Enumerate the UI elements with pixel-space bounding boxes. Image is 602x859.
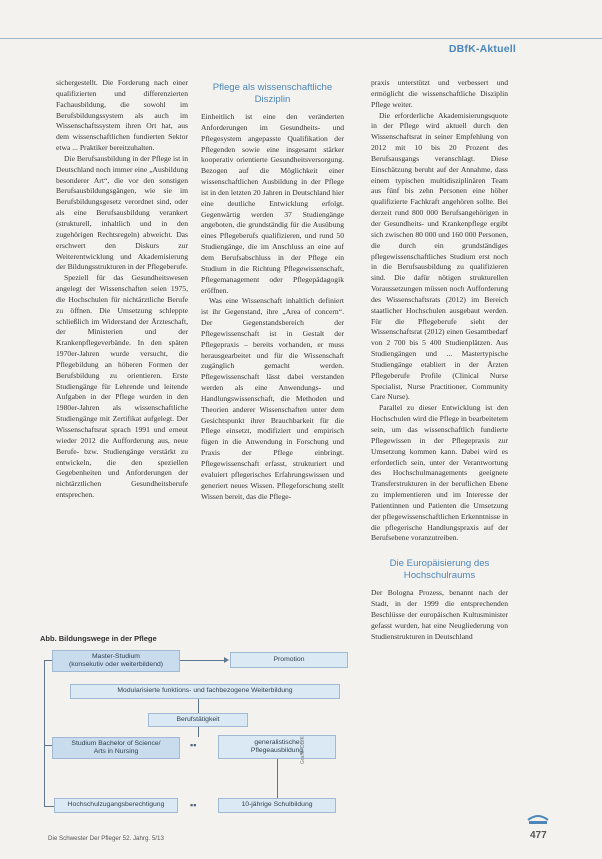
employment-box (148, 713, 248, 727)
section-heading: Die Europäisierung des Hochschulraums (389, 558, 490, 582)
box-label: Master-Studium (92, 652, 140, 660)
link-dots-icon: ▪▪ (190, 740, 197, 750)
box-label: Berufstätigkeit (176, 715, 220, 723)
page-number: 477 (530, 830, 547, 841)
figure-caption: Abb. Bildungswege in der Pflege (40, 634, 157, 643)
arrow-icon (224, 657, 229, 663)
paragraph: Parallel zu dieser Entwicklung ist den Hochschulen wird die Pflege in bearbeitetem sein, um das wissenschaftlich fundierte Pflegewissen in der Pflegepraxis zur Umsetzung kommen kann. Dabei wird es erforderlich sein, unter der Verantwortung des Hochschulmanagements geeignete Transferstrukturen in der beruflichen Ebene zu implementieren und im Interesse der Patientinnen und Patienten die Umsetzung der pflegewissenschaftlichen Erkenntnisse in die pflegerische Handlungspraxis auf der Berufsebene voranzutreiben. (371, 403, 508, 543)
box-label: 10-jährige Schulbildung (241, 801, 313, 809)
box-label: Hochschulzugangsberechtigung (67, 801, 165, 809)
box-label: Studium Bachelor of Science/ (71, 739, 161, 747)
left-connector (44, 660, 45, 806)
box-sublabel: (konsekutiv oder weiterbildend) (68, 661, 164, 668)
connector (44, 806, 54, 807)
connector (180, 660, 224, 661)
text-column-3 (371, 78, 508, 643)
text-column-1 (56, 78, 188, 501)
box-label: generalistische (254, 738, 300, 746)
link-dots-icon: ▪▪ (190, 800, 197, 810)
box-sublabel: Pflegeausbildung (250, 747, 304, 754)
dbfk-logo-icon (526, 810, 550, 826)
section-label: DBfK-Aktuell (448, 43, 516, 55)
box-label: Modularisierte funktions- und fachbezogene Weiterbildung (117, 687, 293, 695)
journal-footer: Die Schwester Der Pfleger 52. Jahrg. 5/13 (48, 835, 164, 842)
university-entrance-box (54, 798, 178, 813)
generalist-training-box (218, 735, 336, 759)
connector (198, 727, 199, 737)
connector (277, 759, 278, 798)
box-label: Promotion (273, 655, 305, 663)
paragraph: Der Bologna Prozess, benannt nach der Stadt, in der 1999 die entsprechenden Beschlüsse der europäischen Kultusminister gefasst wurden, hat eine Neugliederung von Studienstrukturen in Deutschland (371, 588, 508, 641)
connector (44, 745, 52, 746)
paragraph: praxis unterstützt und verbessert und ermöglicht die wissenschaftliche Disziplin Pflege weiter. (371, 78, 508, 109)
paragraph: Einheitlich ist eine den veränderten Anforderungen im Gesundheits- und Pflegesystem angepasste Qualifikation der Pflegenden sowie eine insgesamt stärker kooperativ orientierte Gesundheitsversorgung. Bezogen auf die Möglichkeit einer wissenschaftlichen Ausbildung in der Pflege ist in den letzten 20 Jahren in Deutschland hier eine deutliche Entwicklung erfolgt. Gegenwärtig werden 37 Studiengänge angeboten, die grundständig für die Ausübung eines Pflegeberufs qualifizieren, und rund 50 Studiengänge, die im Anschluss an eine auf dem Berufsabschluss in der Pflege ein Studium in die Richtung Pflegewissenschaft, Pflegemanagement oder Pflegepädagogik eröffnen. (201, 112, 344, 295)
school-education-box (218, 798, 336, 813)
figure-credit: Grafik: DBfK (300, 736, 306, 764)
text-column-2 (201, 82, 344, 502)
master-study-box (52, 650, 180, 672)
connector (44, 660, 52, 661)
paragraph: Speziell für das Gesundheitswesen angelegt der Wissenschaften seien 1975, die Hochschulen für nichtärztliche Berufe zu öffnen. Die Umsetzung schleppte schließlich im Widerstand der Ärzteschaft, der Ministerien und der Krankenpflegeverbände. In den späten 1970er-Jahren wurde versucht, die Pflegebildung an höheren Formen der Berufsbildung zu orientieren. Erste Studiengänge für Lehrende und leitende Aufgaben in der Pflege wurden in den 1980er-Jahren als wissenschaftliche Studiengänge mit Zertifikat aufgelegt. Der Wissenschaftsrat sprach 1991 und erneut wieder 2012 die Aufforderung aus, neue Berufe- bzw. Studiengänge verstärkt zu entwickeln, die den speziellen Gegebenheiten und Anforderungen der nichtärztlichen Gesundheitsberufe entsprechen. (56, 273, 188, 500)
education-pathways-figure (40, 634, 352, 824)
box-sublabel: Arts in Nursing (93, 748, 139, 755)
bachelor-study-box (52, 737, 180, 759)
paragraph: Die erforderliche Akademisierungsquote in der Pflege wird aktuell durch den Wissenschaftsrat in seiner Empfehlung von 2012 mit 10 bis 20 Prozent des Berufsausgangs veranschlagt. Diese Einschätzung beruht auf der Annahme, dass einem typischen multidisziplinären Team aus fünf bis zehn Personen eine höher qualifizierte Fachkraft angehören sollte. Bei derzeit rund 800 000 Berufsangehörigen in der Gesundheits- und Krankenpflege ergibt sich zwischen 80 000 und 160 000 Personen, die durch ein grundständiges pflegewissenschaftliches Studium erst noch in die Berufsausbildung zu qualifizieren sind. Die dafür nötigen strukturellen Voraussetzungen müssen noch Aufforderung des Wissenschaftsrats (2012) im Bereich staatlicher Hochschulen ausgebaut werden. Für die Pflegeberufe sieht der Wissenschaftsrat (2012) einen Gesamtbedarf von 2 700 bis 5 400 Studienplätzen. Aus Studiengängen und ... Mastertypische Studiengänge etabliert in der Ärzten Pflegeberufe Profile (Clinical Nurse Specialist, Nurse Practitioner, Community Care Nurse). (371, 110, 508, 402)
paragraph: sichergestellt. Die Forderung nach einer qualifizierten und differenzierten Fachausbildung, die sowohl im Berufsbildungssystem als auch im Wissenschaftssystem ihren Ort hat, aus dem wissenschaftlichen fundierten Sektor etwa ... Praktiker bereitzuhalten. (56, 78, 188, 153)
paragraph: Was eine Wissenschaft inhaltlich definiert ist ihr Gegenstand, ihre „Area of concern“. Der Gegenstandsbereich der Pflegewissenschaft ist in Gestalt der Pflegepraxis – bereits vorhanden, er muss herausgearbeitet und für die Wissenschaft zugänglich gemacht werden. Pflegewissenschaft lässt dabei verstanden werden als eine Anwendungs- und Handlungswissenschaft, die Methoden und Theorien anderer Wissenschaften unter dem Gesichtspunkt ihrer Brauchbarkeit für die Pflege einsetzt, modifiziert und empirisch fügen in die Anwendung in Forschung und Praxis der Pflege einbringt. Pflegewissenschaft erfasst, strukturiert und evaluiert pflegerisches Erfahrungswissen und generiert neues Wissen. Pflegeforschung stellt Wissen bereit, das die Pflege- (201, 296, 344, 501)
connector (198, 699, 199, 713)
section-heading: Pflege als wissenschaftliche Disziplin (212, 82, 333, 105)
paragraph: Die Berufsausbildung in der Pflege ist in Deutschland noch immer eine „Ausbildung besonderer Art“, die vor den sonstigen Berufsausbildungsgängen, wie sie im Berufsbildungsgesetz verordnet sind, oder als eine Berufsausbildung verankert (strukturell, inhaltlich und in den zugehörigen Rechtsregeln) abweicht. Das erschwert den Diskurs zur Weiterentwicklung und Akademisierung der Bildungsstrukturen in der Pflegeberufe. (56, 153, 189, 272)
promotion-box (230, 652, 348, 668)
header-rule (0, 38, 602, 39)
further-training-box (70, 684, 340, 699)
